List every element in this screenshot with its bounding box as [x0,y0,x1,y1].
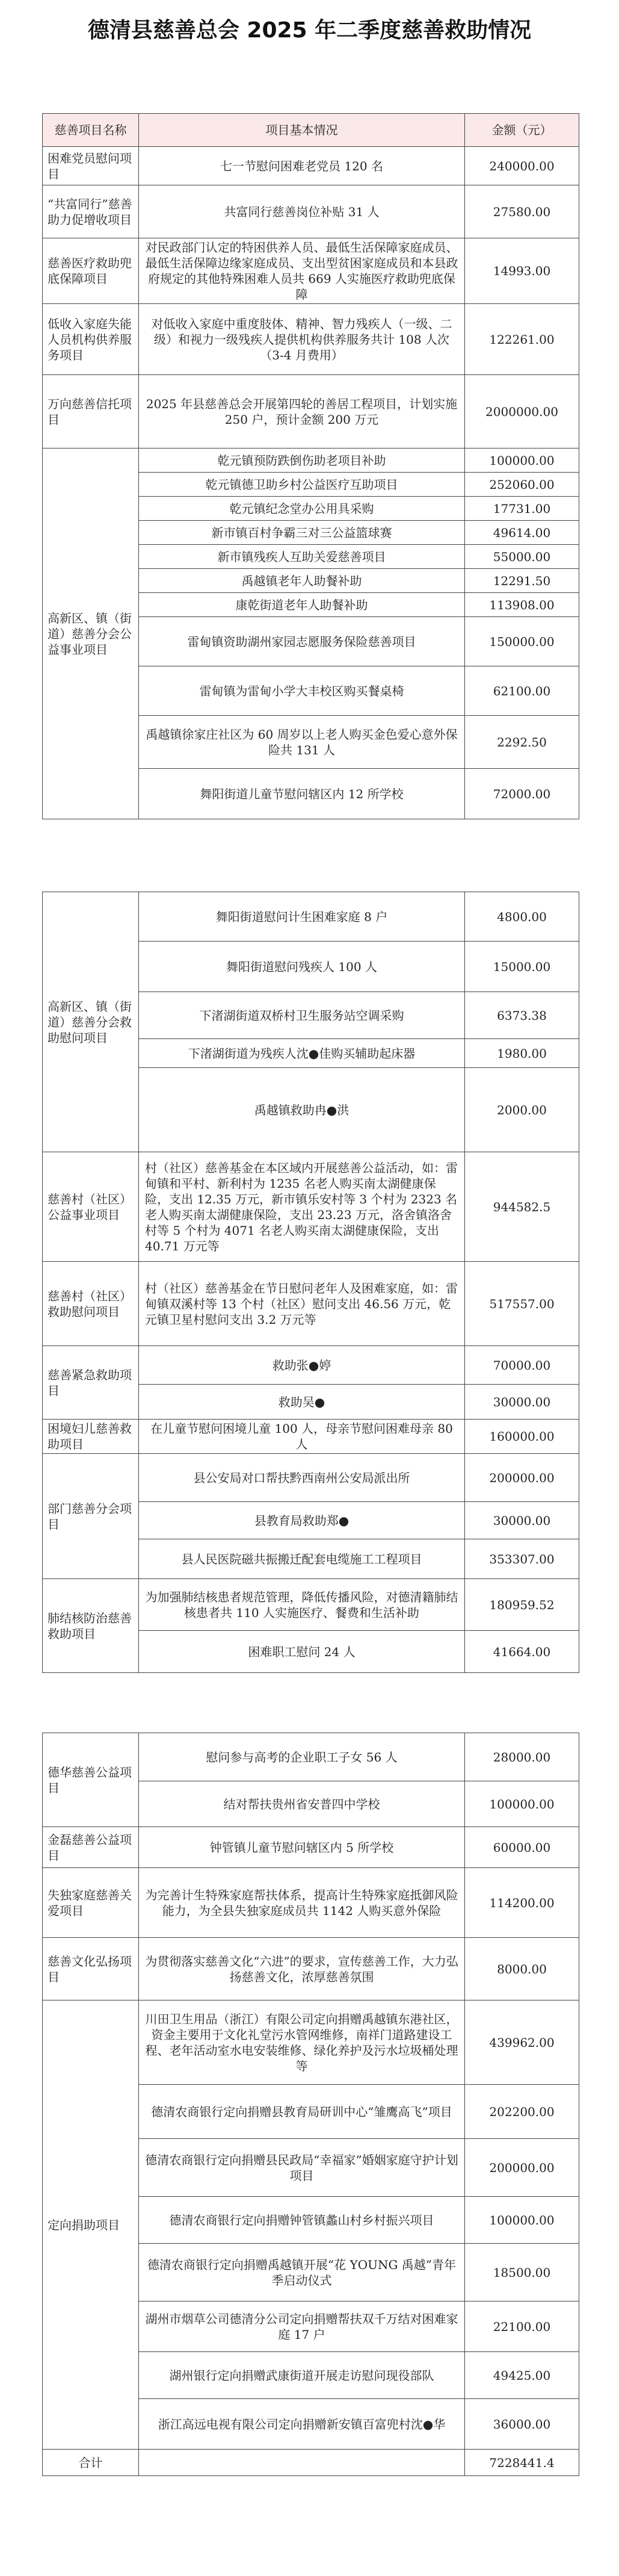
row-amount: 113908.00 [465,593,579,617]
row-description: 下渚湖街道双桥村卫生服务站空调采购 [139,992,465,1039]
group-category: 高新区、镇（街道）慈善分会公益事业项目 [43,448,139,819]
row-category: 金磊慈善公益项目 [43,1827,139,1868]
row-description: 禹越镇徐家庄社区为 60 周岁以上老人购买金色爱心意外保险共 131 人 [139,716,465,769]
row-description: 禹越镇救助冉●洪 [139,1068,465,1152]
row-description: 县人民医院磁共振搬迁配套电缆施工工程项目 [139,1539,465,1579]
row-description: 乾元镇纪念堂办公用具采购 [139,497,465,521]
row-description: 新市镇残疾人互助关爱慈善项目 [139,545,465,569]
table-row [43,1938,579,2000]
row-category: 慈善村（社区）公益事业项目 [43,1152,139,1262]
row-amount: 49614.00 [465,521,579,545]
row-description: 新市镇百村争霸三对三公益篮球赛 [139,521,465,545]
row-amount: 4800.00 [465,892,579,942]
group-category: 定向捐助项目 [43,2000,139,2450]
row-amount: 200000.00 [465,1454,579,1502]
row-description: 县教育局救助郑● [139,1502,465,1539]
table-row [43,448,579,473]
row-amount: 240000.00 [465,147,579,185]
row-category: “共富同行”慈善助力促增收项目 [43,185,139,238]
charity-table-part-3 [42,1733,579,2476]
row-amount: 14993.00 [465,238,579,304]
row-amount: 6373.38 [465,992,579,1039]
row-amount: 150000.00 [465,617,579,666]
header-amount: 金额（元） [465,114,579,147]
row-description: 结对帮扶贵州省安普四中学校 [139,1781,465,1827]
row-description: 慰问参与高考的企业职工子女 56 人 [139,1733,465,1781]
table-row [43,304,579,375]
total-amount: 7228441.4 [465,2450,579,2476]
row-category: 慈善医疗救助兜底保障项目 [43,238,139,304]
table-row [43,1152,579,1262]
row-category: 慈善文化弘扬项目 [43,1938,139,2000]
row-amount: 12291.50 [465,569,579,593]
row-amount: 200000.00 [465,2139,579,2197]
row-amount: 114200.00 [465,1868,579,1938]
row-amount: 202200.00 [465,2085,579,2139]
row-amount: 100000.00 [465,448,579,473]
row-amount: 22100.00 [465,2301,579,2352]
row-amount: 70000.00 [465,1346,579,1385]
table-row [43,185,579,238]
row-amount: 15000.00 [465,942,579,992]
row-description: 德清农商银行定向捐赠禹越镇开展“花 YOUNG 禹越”青年季启动仪式 [139,2244,465,2301]
row-amount: 17731.00 [465,497,579,521]
row-description: 困难职工慰问 24 人 [139,1631,465,1673]
group-category: 高新区、镇（街道）慈善分会救助慰问项目 [43,892,139,1152]
row-amount: 122261.00 [465,304,579,375]
row-description: 县公安局对口帮扶黔西南州公安局派出所 [139,1454,465,1502]
charity-table-part-2 [42,892,579,1673]
row-amount: 944582.5 [465,1152,579,1262]
row-amount: 353307.00 [465,1539,579,1579]
row-description: 对低收入家庭中重度肢体、精神、智力残疾人（一级、二级）和视力一级残疾人提供机构供养服务共计 108 人次（3-4 月费用） [139,304,465,375]
row-category: 困难党员慰问项目 [43,147,139,185]
header-category: 慈善项目名称 [43,114,139,147]
row-amount: 30000.00 [465,1502,579,1539]
row-description: 2025 年县慈善总会开展第四轮的善居工程项目，计划实施 250 户，预计金额 200 万元 [139,375,465,448]
row-description: 雷甸镇资助湖州家园志愿服务保险慈善项目 [139,617,465,666]
row-category: 慈善村（社区）救助慰问项目 [43,1262,139,1346]
row-description: 湖州银行定向捐赠武康街道开展走访慰问现役部队 [139,2352,465,2399]
row-description: 救助张●婷 [139,1346,465,1385]
table-row [43,2000,579,2085]
row-description: 川田卫生用品（浙江）有限公司定向捐赠禹越镇东港社区，资金主要用于文化礼堂污水管网维修，南祥门道路建设工程、老年活动室水电安装维修、绿化养护及污水垃圾桶处理等 [139,2000,465,2085]
row-amount: 2292.50 [465,716,579,769]
row-amount: 49425.00 [465,2352,579,2399]
row-description: 舞阳街道慰问计生困难家庭 8 户 [139,892,465,942]
row-description: 村（社区）慈善基金在节日慰问老年人及困难家庭，如：雷甸镇双溪村等 13 个村（社区）慰问支出 46.56 万元，乾元镇卫星村慰问支出 3.2 万元等 [139,1262,465,1346]
row-description: 德清农商银行定向捐赠县教育局研训中心“雏鹰高飞”项目 [139,2085,465,2139]
row-description: 德清农商银行定向捐赠钟管镇蠡山村乡村振兴项目 [139,2197,465,2244]
row-description: 共富同行慈善岗位补贴 31 人 [139,185,465,238]
row-amount: 27580.00 [465,185,579,238]
row-amount: 100000.00 [465,2197,579,2244]
table-row [43,1262,579,1346]
row-description: 乾元镇预防跌倒伤助老项目补助 [139,448,465,473]
table-row [43,1346,579,1385]
row-amount: 18500.00 [465,2244,579,2301]
row-description: 乾元镇德卫助乡村公益医疗互助项目 [139,473,465,497]
table-row [43,1579,579,1631]
row-amount: 252060.00 [465,473,579,497]
table-header-row [43,114,579,147]
total-row [43,2450,579,2476]
row-description: 雷甸镇为雷甸小学大丰校区购买餐桌椅 [139,666,465,716]
group-category: 德华慈善公益项目 [43,1733,139,1827]
row-description: 为贯彻落实慈善文化“六进”的要求，宣传慈善工作，大力弘扬慈善文化，浓厚慈善氛围 [139,1938,465,2000]
row-description: 德清农商银行定向捐赠县民政局“幸福家”婚姻家庭守护计划项目 [139,2139,465,2197]
table-row [43,1827,579,1868]
row-amount: 2000.00 [465,1068,579,1152]
row-description: 舞阳街道儿童节慰问辖区内 12 所学校 [139,769,465,819]
row-category: 困境妇儿慈善救助项目 [43,1420,139,1454]
row-amount: 2000000.00 [465,375,579,448]
row-amount: 180959.52 [465,1579,579,1631]
table-row [43,375,579,448]
row-description: 钟管镇儿童节慰问辖区内 5 所学校 [139,1827,465,1868]
table-row [43,892,579,942]
row-amount: 36000.00 [465,2399,579,2450]
table-row [43,238,579,304]
table-row [43,1868,579,1938]
row-category: 低收入家庭失能人员机构供养服务项目 [43,304,139,375]
row-amount: 72000.00 [465,769,579,819]
row-description: 为加强肺结核患者规范管理，降低传播风险，对德清籍肺结核患者共 110 人实施医疗、餐费和生活补助 [139,1579,465,1631]
row-amount: 62100.00 [465,666,579,716]
row-amount: 160000.00 [465,1420,579,1454]
row-amount: 439962.00 [465,2000,579,2085]
row-amount: 517557.00 [465,1262,579,1346]
charity-table-part-1 [42,113,579,819]
document-title: 德清县慈善总会 2025 年二季度慈善救助情况 [87,18,532,43]
table-row [43,1454,579,1502]
row-amount: 1980.00 [465,1039,579,1068]
row-description: 村（社区）慈善基金在本区域内开展慈善公益活动，如：雷甸镇和平村、新利村为 1235 名老人购买南太湖健康保险，支出 12.35 万元，新市镇乐安村等 3 个村为 2323 名老人购买南太湖健康保险，支出 23.23 万元，洛舍镇洛舍村等 5 个村为 4071 名老人购买南太湖健康保险，支出 40.71 万元等 [139,1152,465,1262]
row-description: 湖州市烟草公司德清分公司定向捐赠帮扶双千万结对困难家庭 17 户 [139,2301,465,2352]
row-amount: 41664.00 [465,1631,579,1673]
header-description: 项目基本情况 [139,114,465,147]
group-category: 部门慈善分会项目 [43,1454,139,1579]
row-amount: 28000.00 [465,1733,579,1781]
row-description: 舞阳街道慰问残疾人 100 人 [139,942,465,992]
row-description: 七一节慰问困难老党员 120 名 [139,147,465,185]
total-empty-cell [139,2450,465,2476]
row-amount: 55000.00 [465,545,579,569]
row-amount: 60000.00 [465,1827,579,1868]
row-amount: 100000.00 [465,1781,579,1827]
row-description: 为完善计生特殊家庭帮扶体系，提高计生特殊家庭抵御风险能力，为全县失独家庭成员共 1142 人购买意外保险 [139,1868,465,1938]
group-category: 肺结核防治慈善救助项目 [43,1579,139,1673]
table-row [43,1733,579,1781]
table-row [43,147,579,185]
row-description: 救助吴● [139,1385,465,1420]
table-row [43,1420,579,1454]
row-description: 对民政部门认定的特困供养人员、最低生活保障家庭成员、最低生活保障边缘家庭成员、支出型贫困家庭成员和本县政府规定的其他特殊困难人员共 669 人实施医疗救助兜底保障 [139,238,465,304]
row-description: 在儿童节慰问困境儿童 100 人，母亲节慰问困难母亲 80 人 [139,1420,465,1454]
row-description: 下渚湖街道为残疾人沈●佳购买辅助起床器 [139,1039,465,1068]
row-amount: 8000.00 [465,1938,579,2000]
row-category: 失独家庭慈善关爱项目 [43,1868,139,1938]
total-label: 合计 [43,2450,139,2476]
row-description: 禹越镇老年人助餐补助 [139,569,465,593]
row-description: 浙江高远电视有限公司定向捐赠新安镇百富兜村沈●华 [139,2399,465,2450]
row-amount: 30000.00 [465,1385,579,1420]
group-category: 慈善紧急救助项目 [43,1346,139,1420]
row-category: 万向慈善信托项目 [43,375,139,448]
row-description: 康乾街道老年人助餐补助 [139,593,465,617]
